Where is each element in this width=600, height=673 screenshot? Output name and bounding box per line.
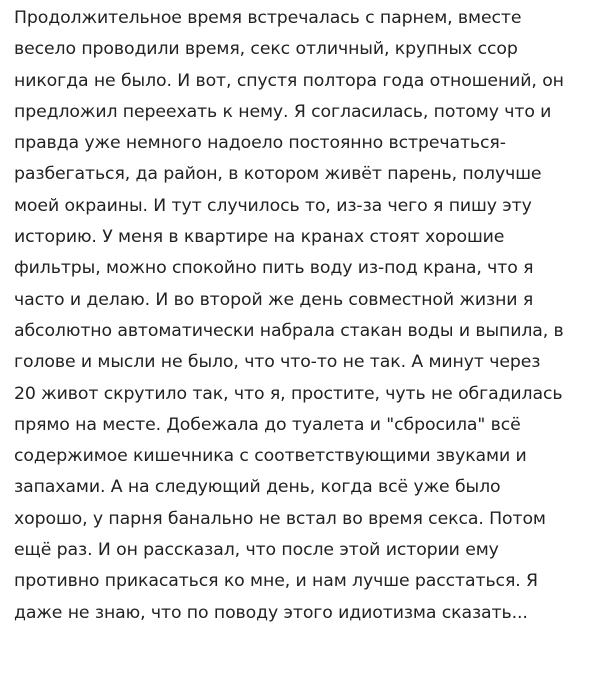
story-line-8: историю. У меня в квартире на кранах стоят хорошие bbox=[14, 227, 505, 248]
story-line-14: прямо на месте. Добежала до туалета и "сбросила" всё bbox=[14, 414, 521, 435]
story-line-10: часто и делаю. И во второй же день совместной жизни я bbox=[14, 289, 534, 310]
story-line-6: разбегаться, да район, в котором живёт парень, получше bbox=[14, 164, 542, 185]
story-line-18: ещё раз. И он рассказал, что после этой истории ему bbox=[14, 540, 499, 561]
story-line-7: моей окраины. И тут случилось то, из-за чего я пишу эту bbox=[14, 195, 532, 216]
story-line-1: Продолжительное время встречалась с парнем, вместе bbox=[14, 8, 522, 28]
story-line-5: правда уже немного надоело постоянно встречаться- bbox=[14, 133, 506, 154]
story-line-12: голове и мысли не было, что что-то не так. А минут через bbox=[14, 352, 541, 373]
story-line-15: содержимое кишечника с соответствующими звуками и bbox=[14, 446, 527, 467]
story-line-3: никогда не было. И вот, спустя полтора года отношений, он bbox=[14, 70, 564, 91]
story-line-9: фильтры, можно спокойно пить воду из-под крана, что я bbox=[14, 258, 534, 279]
story-line-13: 20 живот скрутило так, что я, простите, чуть не обгадилась bbox=[14, 383, 563, 404]
story-line-2: весело проводили время, секс отличный, крупных ссор bbox=[14, 39, 518, 60]
story-line-17: хорошо, у парня банально не встал во время секса. Потом bbox=[14, 508, 546, 529]
story-line-16: запахами. А на следующий день, когда всё уже было bbox=[14, 477, 501, 498]
story-line-19: противно прикасаться ко мне, и нам лучше расстаться. Я bbox=[14, 571, 538, 592]
story-line-11: абсолютно автоматически набрала стакан воды и выпила, в bbox=[14, 320, 564, 341]
story-line-4: предложил переехать к нему. Я согласилась, потому что и bbox=[14, 101, 552, 122]
story-line-20: даже не знаю, что по поводу этого идиотизма сказать... bbox=[14, 602, 528, 623]
